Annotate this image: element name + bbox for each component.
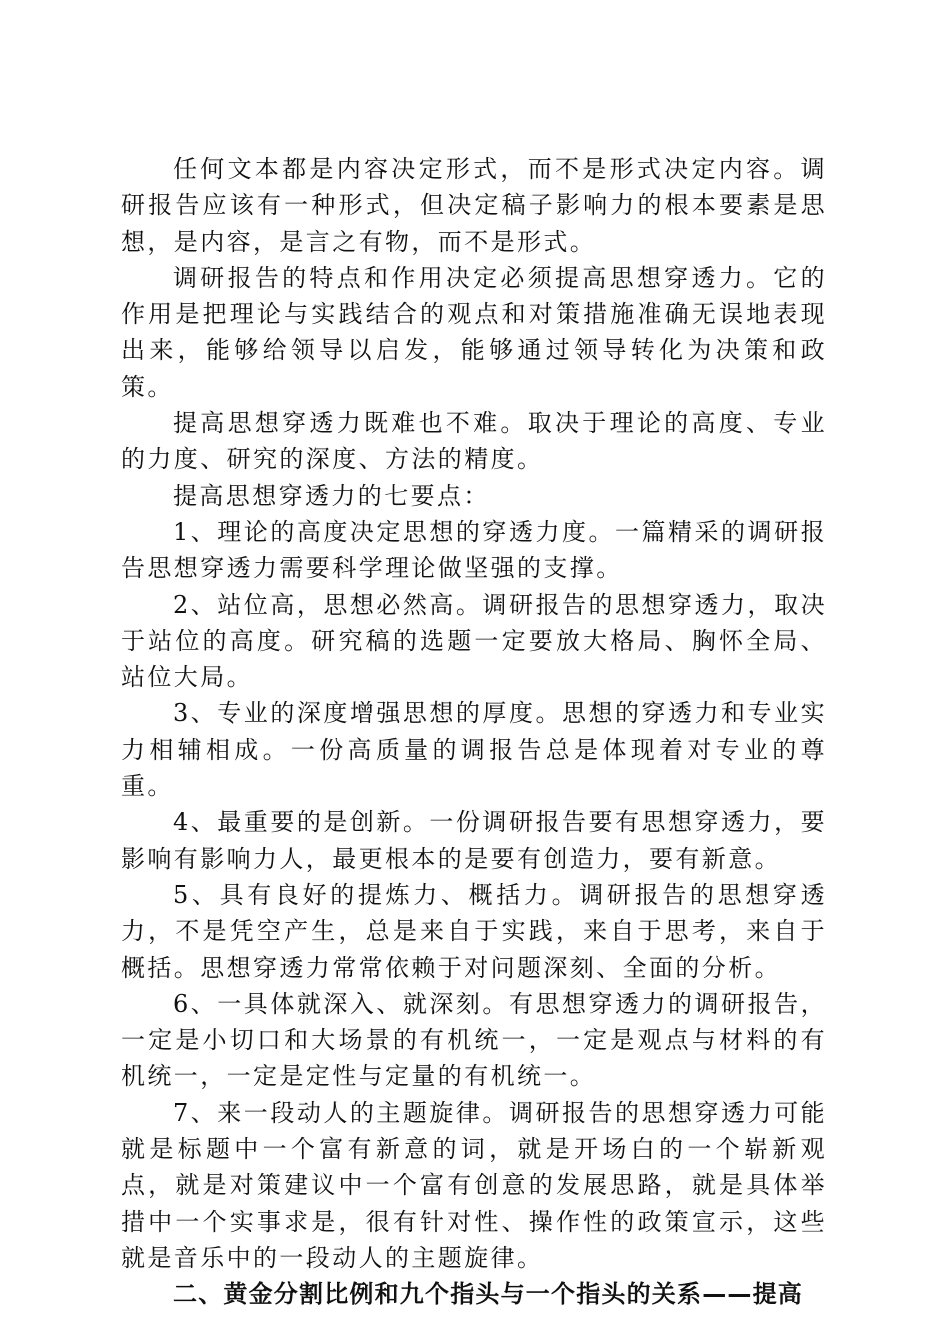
section-heading-2: 二、黄金分割比例和九个指头与一个指头的关系——提高 (173, 1280, 803, 1309)
list-item-point-6: 6、一具体就深入、就深刻。有思想穿透力的调研报告，一定是小切口和大场景的有机统一，一定是观点与材料的有机统一，一定是定性与定量的有机统一。 (121, 989, 827, 1091)
paragraph-seven-points-intro: 提高思想穿透力的七要点： (173, 481, 490, 510)
list-item-point-2: 2、站位高，思想必然高。调研报告的思想穿透力，取决于站位的高度。研究稿的选题一定要放大格局、胸怀全局、站位大局。 (121, 590, 827, 692)
paragraph-content-over-form: 任何文本都是内容决定形式，而不是形式决定内容。调研报告应该有一种形式，但决定稿子影响力的根本要素是思想，是内容，是言之有物，而不是形式。 (121, 155, 827, 256)
paragraph-difficulty: 提高思想穿透力既难也不难。取决于理论的高度、专业的力度、研究的深度、方法的精度。 (121, 409, 827, 474)
list-item-point-5: 5、具有良好的提炼力、概括力。调研报告的思想穿透力，不是凭空产生，总是来自于实践，来自于思考，来自于概括。思想穿透力常常依赖于对问题深刻、全面的分析。 (121, 880, 827, 982)
list-item-point-1: 1、理论的高度决定思想的穿透力度。一篇精采的调研报告思想穿透力需要科学理论做坚强的支撑。 (121, 517, 827, 583)
list-item-point-4: 4、最重要的是创新。一份调研报告要有思想穿透力，要影响有影响力人，最更根本的是要有创造力，要有新意。 (121, 808, 827, 873)
paragraph-report-purpose: 调研报告的特点和作用决定必须提高思想穿透力。它的作用是把理论与实践结合的观点和对策措施准确无误地表现出来，能够给领导以启发，能够通过领导转化为决策和政策。 (121, 263, 827, 401)
list-item-point-3: 3、专业的深度增强思想的厚度。思想的穿透力和专业实力相辅相成。一份高质量的调报告总是体现着对专业的尊重。 (121, 699, 827, 801)
list-item-point-7: 7、来一段动人的主题旋律。调研报告的思想穿透力可能就是标题中一个富有新意的词，就是开场白的一个崭新观点，就是对策建议中一个富有创意的发展思路，就是具体举措中一个实事求是，很有针对性、操作性的政策宣示，这些就是音乐中的一段动人的主题旋律。 (121, 1098, 827, 1272)
document-body (121, 151, 827, 1313)
